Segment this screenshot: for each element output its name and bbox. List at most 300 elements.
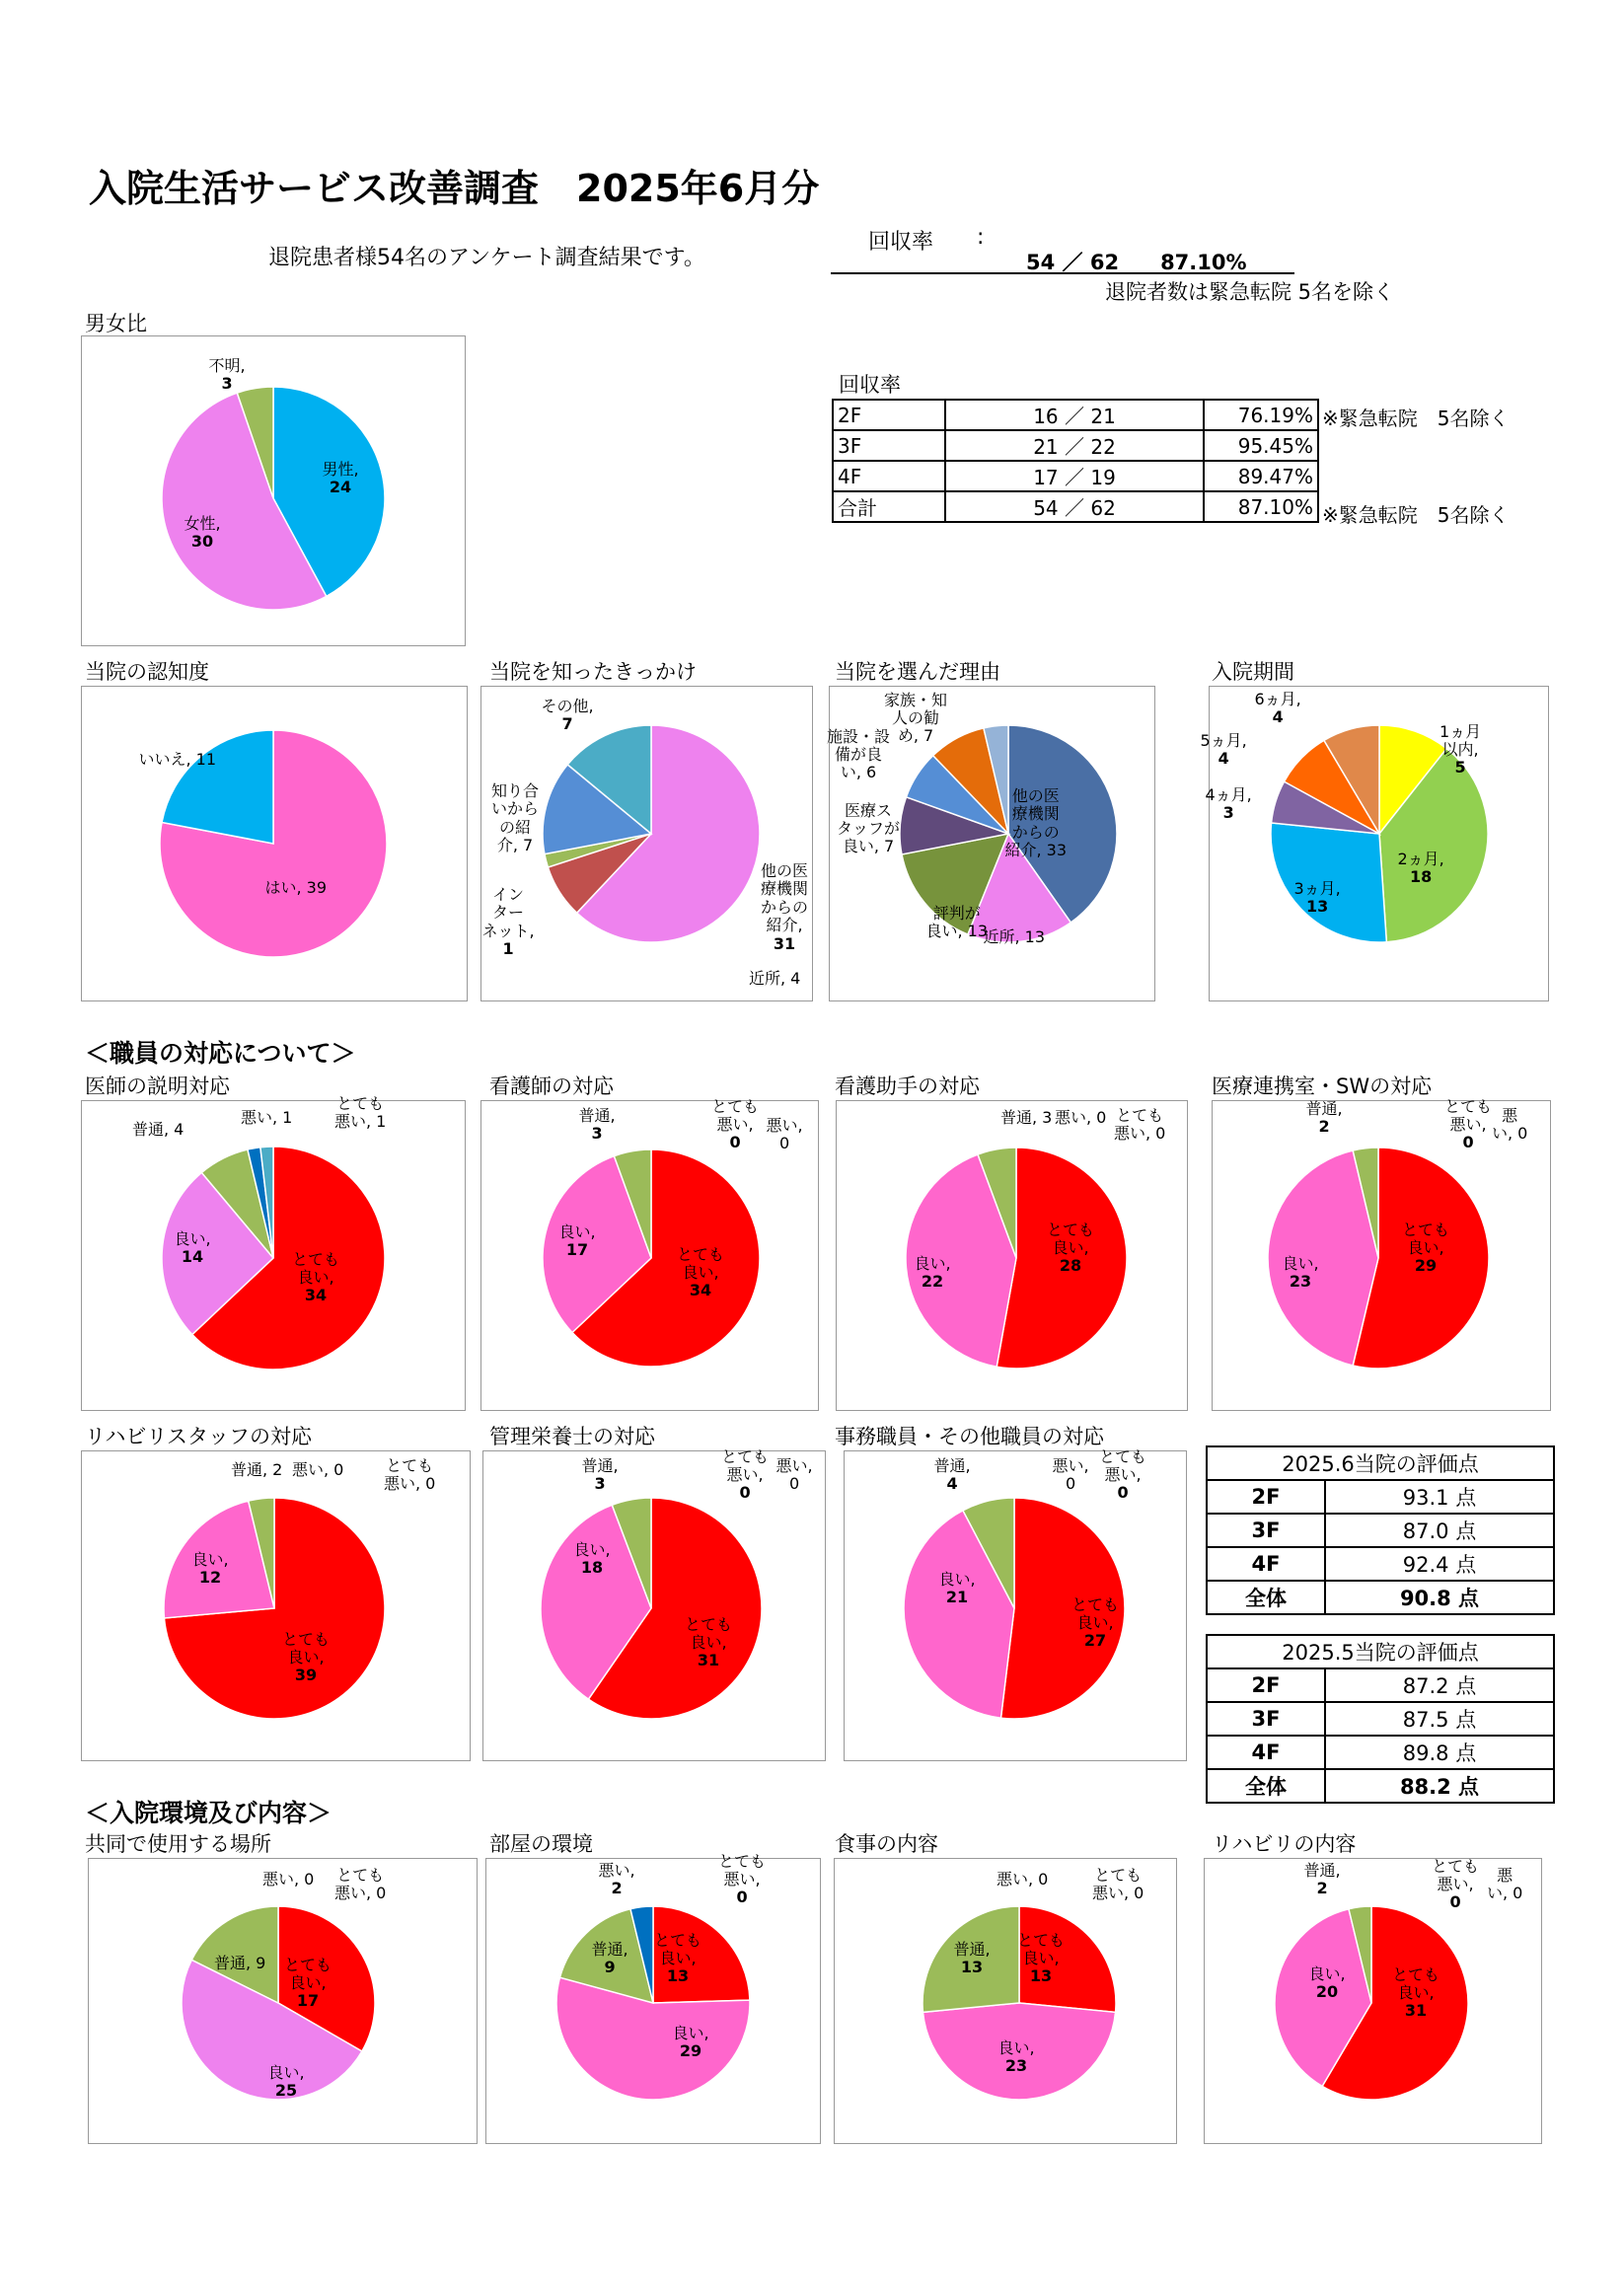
data-label — [1047, 1222, 1094, 1276]
data-label-text: 良い, — [287, 1647, 325, 1666]
data-label — [1092, 1867, 1144, 1903]
data-label-value: 0 — [1117, 1483, 1129, 1503]
data-label-text: 良い, — [297, 1267, 334, 1287]
data-label — [1005, 787, 1068, 860]
chart-title: 共同で使用する場所 — [85, 1832, 271, 1856]
table-row — [1207, 1547, 1554, 1581]
data-label-value: 18 — [1410, 866, 1433, 886]
floor-cell: 全体 — [1207, 1769, 1325, 1803]
data-label-text: 良い, — [289, 1972, 327, 1992]
data-label-value: 17 — [296, 1991, 320, 2011]
data-label — [1294, 880, 1341, 917]
data-label-value: 3 — [591, 1123, 603, 1143]
data-label — [284, 1957, 332, 2011]
data-label-text: 4ヵ月, — [1205, 784, 1252, 804]
pie-chart — [1273, 1904, 1470, 2102]
data-label-text: 良い, — [938, 1569, 976, 1589]
data-label-value: 0 — [736, 1888, 748, 1907]
data-label-text: 悪い, 0 — [262, 1870, 315, 1889]
data-label — [685, 1616, 732, 1670]
data-label — [749, 970, 800, 988]
data-label — [491, 782, 539, 855]
chart-title: 医療連携室・SWの対応 — [1212, 1074, 1433, 1098]
data-label — [265, 879, 328, 897]
data-label-value: 0 — [1462, 1133, 1474, 1152]
data-label-value: 34 — [689, 1281, 712, 1300]
data-label — [1201, 732, 1247, 769]
data-label-text: 悪い, 1 — [241, 1108, 293, 1127]
data-label-text: 良い, — [1282, 1253, 1319, 1273]
data-label-text: い, 0 — [1492, 1123, 1528, 1143]
ratio-cell: 54 ／ 62 — [945, 491, 1204, 522]
data-label-text: 良い, — [573, 1539, 611, 1559]
data-label-text: 医療ス — [845, 800, 893, 820]
data-label-text: 良い, — [558, 1222, 596, 1241]
data-label — [282, 1631, 330, 1685]
data-label — [582, 1457, 619, 1494]
data-label — [1444, 1098, 1492, 1152]
chart-title: 看護助手の対応 — [835, 1074, 980, 1098]
data-label-text: 良い, — [1407, 1237, 1444, 1257]
data-label-text: とても — [677, 1244, 725, 1264]
data-label-text: その他, — [541, 696, 594, 715]
data-label — [837, 802, 900, 856]
data-label-text: 悪い, 0 — [384, 1473, 436, 1493]
data-label-text: 良い, — [997, 2037, 1035, 2057]
data-label-text: 良い, — [191, 1549, 229, 1569]
data-label-text: ネット, — [481, 921, 535, 940]
data-label-value: 2 — [1316, 1878, 1328, 1897]
data-label-text: い, 6 — [840, 763, 877, 782]
data-label-text: イン — [492, 885, 525, 904]
data-label — [926, 905, 989, 941]
data-label-text: 悪い, 0 — [997, 1870, 1049, 1889]
data-label-value: 0 — [1449, 1892, 1461, 1912]
data-label-text: 悪 — [1502, 1105, 1518, 1125]
data-label — [1398, 851, 1444, 887]
floor-cell: 合計 — [833, 491, 945, 522]
data-label — [677, 1246, 724, 1300]
data-label-value: 28 — [1059, 1256, 1082, 1276]
data-label-value: 0 — [729, 1133, 741, 1152]
data-label-text: とても — [1432, 1856, 1480, 1876]
rate-note: 退院者数は緊急転院 5名を除く — [1105, 280, 1395, 304]
rate-separator: : — [977, 225, 985, 250]
table-row — [833, 430, 1318, 461]
data-label — [292, 1461, 343, 1479]
table-row — [1207, 1736, 1554, 1769]
table-row — [1207, 1668, 1554, 1702]
data-label-value: 39 — [294, 1666, 318, 1685]
data-label — [185, 515, 221, 552]
data-label-text: 良い, — [659, 1948, 697, 1967]
rate-cell: 95.45% — [1204, 430, 1318, 461]
data-label-text: め, 7 — [897, 726, 934, 746]
data-label — [767, 1117, 803, 1153]
data-label-value: 34 — [304, 1286, 328, 1305]
data-label — [915, 1255, 951, 1292]
data-label — [1487, 1867, 1522, 1903]
data-label — [761, 862, 808, 953]
data-label-value: 4 — [1218, 748, 1229, 768]
data-label-text: とても — [1444, 1096, 1493, 1116]
data-label-text: 悪い, 1 — [334, 1111, 387, 1131]
data-label-value: 29 — [1414, 1256, 1438, 1276]
data-label-text: 悪い, — [766, 1115, 803, 1135]
data-label — [1017, 1932, 1065, 1986]
data-label-text: い, 0 — [1487, 1883, 1523, 1902]
data-label-text: 0 — [788, 1473, 800, 1493]
pie-chart — [554, 1904, 752, 2102]
score-table-may — [1206, 1634, 1555, 1804]
data-label-text: 良い, — [1397, 1982, 1435, 2002]
score-table-title: 2025.6当院の評価点 — [1207, 1446, 1554, 1480]
data-label-value: 21 — [945, 1587, 969, 1606]
data-label-text: とても — [685, 1614, 733, 1634]
collection-note-total: ※緊急転院 5名除く — [1322, 503, 1510, 527]
data-label-value: 17 — [565, 1239, 589, 1259]
data-label — [1432, 1858, 1479, 1912]
data-label-text: とても — [282, 1629, 331, 1649]
data-label — [262, 1871, 314, 1889]
data-label-value: 31 — [697, 1651, 720, 1670]
table-row — [1207, 1581, 1554, 1614]
score-cell: 92.4 点 — [1325, 1547, 1554, 1581]
data-label-text: 普通, — [581, 1455, 619, 1475]
data-label-value: 3 — [1222, 802, 1234, 822]
data-label-text: いから — [491, 799, 540, 819]
data-label-text: とても — [292, 1249, 340, 1269]
data-label — [1304, 1862, 1341, 1898]
data-label-text: 良い, — [267, 2062, 305, 2082]
data-label — [954, 1941, 991, 1977]
data-label-text: 療機関 — [1011, 804, 1060, 824]
table-row — [833, 400, 1318, 430]
chart-title: 管理栄養士の対応 — [489, 1425, 655, 1448]
data-label-text: 備が良 — [835, 744, 883, 764]
data-label-text: 0 — [778, 1133, 790, 1152]
data-label-text: とても — [1392, 1964, 1440, 1984]
score-cell: 87.5 点 — [1325, 1702, 1554, 1736]
table-row — [833, 461, 1318, 491]
data-label-value: 5 — [1454, 758, 1466, 778]
table-row — [1207, 1446, 1554, 1480]
chart-title: 食事の内容 — [835, 1832, 938, 1856]
data-label-text: 3ヵ月, — [1293, 878, 1341, 898]
chart-title: 医師の説明対応 — [85, 1074, 230, 1098]
section-environment: ＜入院環境及び内容＞ — [85, 1799, 332, 1827]
pie-chart — [541, 723, 762, 944]
score-table-june — [1206, 1445, 1555, 1615]
intro-text: 退院患者様54名のアンケート調査結果です。 — [268, 246, 705, 270]
data-label-text: 悪い, 0 — [1092, 1883, 1144, 1902]
data-label — [292, 1251, 339, 1305]
floor-cell: 4F — [833, 461, 945, 491]
data-label-text: 人の勧 — [892, 707, 940, 727]
data-label-value: 22 — [921, 1271, 944, 1291]
chart-title: 当院の認知度 — [85, 660, 209, 684]
data-label — [599, 1862, 635, 1898]
data-label-text: 5ヵ月, — [1200, 730, 1247, 750]
data-label-text: 紹介, — [766, 916, 803, 935]
data-label-value: 4 — [1272, 706, 1284, 726]
rate-cell: 87.10% — [1204, 491, 1318, 522]
data-label-text: 悪い, — [1104, 1464, 1142, 1484]
data-label-value: 4 — [946, 1473, 958, 1493]
data-label — [654, 1932, 701, 1986]
data-label-text: とても — [711, 1096, 760, 1116]
data-label-text: 良い, — [1052, 1237, 1089, 1257]
data-label-text: とても — [1047, 1220, 1095, 1239]
score-table-title: 2025.5当院の評価点 — [1207, 1635, 1554, 1668]
data-label-value: 3 — [221, 373, 233, 393]
data-label — [209, 357, 246, 394]
data-label-value: 3 — [594, 1473, 606, 1493]
data-label — [997, 1871, 1048, 1889]
data-label-text: 普通, — [591, 1939, 628, 1959]
data-label-text: 良い, — [1308, 1963, 1346, 1983]
data-label — [175, 1230, 211, 1267]
score-cell: 88.2 点 — [1325, 1769, 1554, 1803]
data-label — [1402, 1222, 1449, 1276]
data-label-text: ター — [492, 903, 525, 923]
score-cell: 87.0 点 — [1325, 1514, 1554, 1547]
data-label — [1306, 1100, 1343, 1137]
data-label-text: 男性, — [322, 459, 359, 479]
section-staff: ＜職員の対応について＞ — [85, 1039, 356, 1068]
data-label — [334, 1095, 386, 1132]
data-label-value: 29 — [679, 2040, 702, 2060]
data-label-value: 24 — [329, 477, 352, 496]
data-label — [1114, 1107, 1165, 1144]
data-label — [241, 1109, 292, 1127]
data-label — [384, 1457, 435, 1494]
collection-note-2f: ※緊急転院 5名除く — [1322, 407, 1510, 430]
data-label-text: とても — [336, 1093, 385, 1113]
chart-title: 入院期間 — [1212, 660, 1294, 684]
data-label-text: 悪い, — [598, 1860, 635, 1880]
pie-chart — [539, 1496, 764, 1721]
data-label-text: とても — [721, 1446, 770, 1466]
data-label — [711, 1098, 759, 1152]
data-label-text: 普通, — [1303, 1860, 1341, 1880]
data-label — [192, 1551, 229, 1588]
data-label-text: からの — [761, 897, 809, 917]
data-label-value: 23 — [1004, 2055, 1028, 2075]
data-label-text: とても — [1099, 1446, 1147, 1466]
data-label-text: とても — [1017, 1930, 1066, 1950]
data-label-text: とても — [284, 1955, 332, 1974]
floor-cell: 2F — [1207, 1480, 1325, 1514]
data-label — [718, 1853, 766, 1907]
floor-cell: 全体 — [1207, 1581, 1325, 1614]
data-label-text: 良い, — [174, 1228, 211, 1248]
ratio-cell: 16 ／ 21 — [945, 400, 1204, 430]
data-label — [776, 1457, 813, 1494]
data-label-text: 良い, — [682, 1262, 719, 1282]
data-label-value: 13 — [666, 1966, 690, 1986]
data-label-text: 知り合 — [491, 781, 540, 800]
data-label-value: 31 — [773, 933, 796, 953]
data-label-text: 悪い, — [1449, 1114, 1487, 1134]
data-label — [542, 698, 594, 734]
data-label — [132, 1121, 184, 1139]
rate-label: 回収率 — [868, 230, 934, 255]
data-label — [984, 928, 1046, 946]
data-label-text: 療機関 — [761, 879, 809, 899]
floor-cell: 4F — [1207, 1547, 1325, 1581]
data-label-text: 悪い, 0 — [1114, 1123, 1166, 1143]
table-row — [1207, 1769, 1554, 1803]
chart-title: 部屋の環境 — [489, 1832, 593, 1856]
table-row — [833, 491, 1318, 522]
data-label-text: 普通, 9 — [214, 1954, 266, 1972]
score-cell: 87.2 点 — [1325, 1668, 1554, 1702]
page-title: 入院生活サービス改善調査 2025年6月分 — [89, 167, 820, 210]
data-label-text: 評判が — [932, 903, 981, 923]
data-label-text: 施設・設 — [827, 726, 891, 746]
data-label — [1283, 1255, 1319, 1292]
data-label-text: 良い, 7 — [842, 837, 895, 856]
data-label — [139, 751, 217, 769]
data-label — [579, 1107, 616, 1144]
data-label-text: 他の医 — [1011, 786, 1060, 805]
data-label-text: 悪い, — [723, 1869, 761, 1889]
collection-table — [832, 399, 1319, 523]
ratio-cell: 17 ／ 19 — [945, 461, 1204, 491]
table-row — [1207, 1480, 1554, 1514]
data-label-value: 25 — [274, 2080, 298, 2100]
data-label-text: 近所, 4 — [749, 969, 801, 988]
data-label-text: 悪い, — [716, 1114, 754, 1134]
pie-chart — [162, 1496, 387, 1721]
data-label-text: 1ヵ月 — [1439, 721, 1482, 741]
data-label-text: 悪い, — [1052, 1455, 1089, 1475]
data-label — [1255, 691, 1301, 727]
data-label — [934, 1457, 971, 1494]
data-label-text: とても — [336, 1865, 385, 1885]
floor-cell: 3F — [1207, 1514, 1325, 1547]
data-label-text: 以内, — [1441, 739, 1479, 759]
data-label-text: とても — [1094, 1865, 1143, 1885]
data-label — [559, 1223, 596, 1260]
data-label-text: タッフが — [837, 818, 901, 838]
data-label-text: 悪い, 0 — [334, 1883, 387, 1902]
data-label-text: 悪い, 0 — [1055, 1108, 1107, 1127]
data-label-value: 1 — [502, 939, 514, 959]
chart-title: 事務職員・その他職員の対応 — [835, 1425, 1104, 1448]
table-row — [1207, 1514, 1554, 1547]
data-label — [1206, 786, 1252, 823]
rate-values: 54 ／ 62 87.10% — [1026, 251, 1247, 274]
floor-cell: 2F — [833, 400, 945, 430]
data-label-text: 悪い, — [1437, 1874, 1474, 1893]
data-label — [1309, 1965, 1346, 2002]
data-label — [1055, 1109, 1106, 1127]
data-label — [1071, 1596, 1119, 1651]
data-label — [268, 2064, 305, 2101]
data-label-text: 普通, — [1305, 1098, 1343, 1118]
data-label — [1099, 1448, 1146, 1503]
data-label-text: の紹 — [499, 817, 532, 837]
data-label-text: とても — [1402, 1220, 1450, 1239]
data-label — [231, 1461, 282, 1479]
data-label — [574, 1541, 611, 1578]
data-label-text: 良い, — [672, 2023, 709, 2042]
data-label-value: 13 — [960, 1957, 984, 1976]
data-label-text: とても — [1116, 1105, 1164, 1125]
data-label-text: 普通, — [953, 1939, 991, 1959]
data-label — [1053, 1457, 1089, 1494]
chart-title: リハビリの内容 — [1212, 1832, 1357, 1856]
data-label-text: とても — [654, 1930, 702, 1950]
data-label-text: 良い, — [914, 1253, 951, 1273]
data-label-value: 0 — [739, 1483, 751, 1503]
data-label-text: 良い, 13 — [925, 921, 989, 940]
chart-title: 男女比 — [85, 312, 147, 335]
data-label-value: 13 — [1306, 896, 1329, 916]
chart-title: リハビリスタッフの対応 — [85, 1425, 312, 1448]
data-label — [334, 1867, 386, 1903]
data-label-value: 20 — [1315, 1981, 1339, 2001]
data-label-text: からの — [1011, 822, 1060, 842]
data-label-text: とても — [718, 1851, 767, 1871]
data-label-text: はい, 39 — [264, 878, 328, 897]
data-label — [1392, 1966, 1439, 2021]
ratio-cell: 21 ／ 22 — [945, 430, 1204, 461]
data-label-text: 悪い, — [726, 1464, 764, 1484]
data-label-value: 13 — [1029, 1966, 1053, 1986]
score-cell: 89.8 点 — [1325, 1736, 1554, 1769]
data-label — [1492, 1107, 1527, 1144]
data-label — [482, 886, 535, 959]
data-label-value: 27 — [1083, 1631, 1107, 1651]
score-cell: 93.1 点 — [1325, 1480, 1554, 1514]
data-label — [1000, 1109, 1052, 1127]
data-label-text: 良い, — [1022, 1948, 1060, 1967]
rate-cell: 89.47% — [1204, 461, 1318, 491]
collection-table-title: 回収率 — [839, 373, 901, 397]
data-label-value: 23 — [1289, 1271, 1312, 1291]
data-label-value: 7 — [561, 713, 573, 733]
score-cell: 90.8 点 — [1325, 1581, 1554, 1614]
floor-cell: 3F — [833, 430, 945, 461]
data-label — [939, 1571, 976, 1607]
data-label-text: 不明, — [208, 355, 246, 375]
data-label-value: 30 — [190, 531, 214, 551]
table-row — [1207, 1702, 1554, 1736]
data-label-text: 6ヵ月, — [1254, 689, 1301, 708]
data-label — [592, 1941, 628, 1977]
data-label-text: 他の医 — [761, 861, 809, 880]
data-label-text: 普通, 4 — [132, 1120, 185, 1139]
data-label-value: 14 — [181, 1246, 204, 1266]
data-label-value: 9 — [604, 1957, 616, 1976]
table-row — [1207, 1635, 1554, 1668]
data-label — [214, 1955, 265, 1972]
data-label-text: 良い, — [690, 1632, 727, 1652]
data-label — [673, 2025, 709, 2061]
data-label — [827, 728, 890, 782]
data-label-value: 12 — [198, 1567, 222, 1587]
data-label-text: 悪 — [1497, 1865, 1513, 1885]
data-label — [721, 1448, 769, 1503]
data-label — [1439, 723, 1481, 778]
data-label-value: 18 — [580, 1557, 604, 1577]
data-label-text: 普通, 2 — [231, 1460, 283, 1479]
data-label — [998, 2039, 1035, 2076]
pie-chart — [160, 385, 387, 612]
